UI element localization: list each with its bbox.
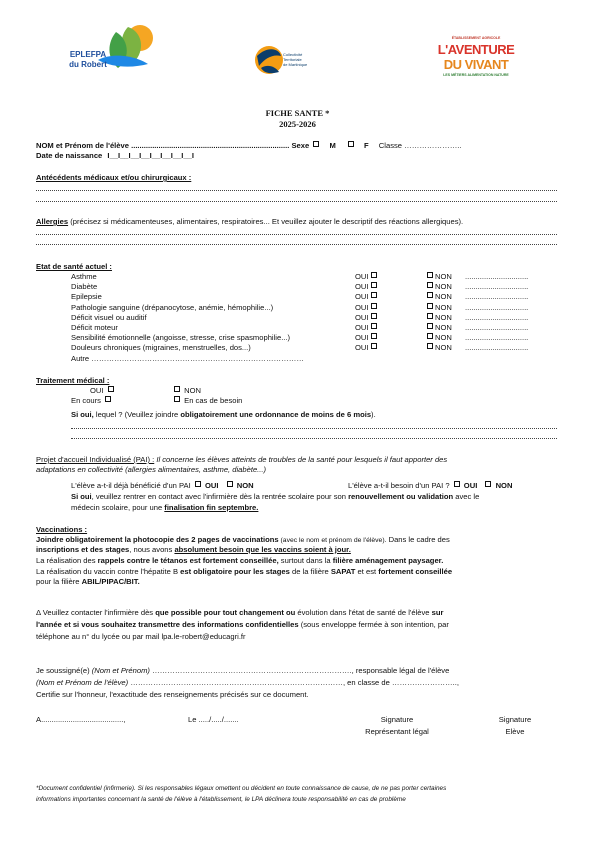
- allergies-line-2[interactable]: [36, 244, 557, 245]
- condition-row-4: [71, 313, 147, 322]
- allergies-line-1[interactable]: [36, 234, 557, 235]
- vacc-l2b: , nous avons: [129, 545, 175, 554]
- etat-heading: Etat de santé actuel :: [36, 262, 112, 271]
- signature-parent-sub: Représentant légal: [365, 727, 429, 736]
- school-year: 2025-2026: [279, 119, 316, 129]
- oui-checkbox[interactable]: [371, 272, 377, 278]
- traitement-non-checkbox[interactable]: [174, 386, 180, 392]
- si-oui-label: Si oui,: [71, 410, 94, 419]
- eplefpa-logo: [58, 22, 158, 92]
- condition-detail-2: [465, 292, 528, 301]
- logo-text-2: du Robert: [69, 60, 107, 69]
- pai-q2-oui: OUI: [463, 481, 478, 490]
- condition-oui-7: [355, 343, 379, 352]
- pai-s1b: renouvellement ou validation: [348, 492, 454, 501]
- condition-oui-5: [355, 323, 379, 332]
- contact-l1a: Δ Veuillez contacter l'infirmière dès: [36, 608, 156, 617]
- condition-detail-field[interactable]: ..............................: [465, 333, 529, 342]
- pai-q2: [348, 481, 512, 490]
- vacc-l4c: de la filière: [289, 567, 331, 576]
- condition-row-7: [71, 343, 251, 352]
- oui-checkbox[interactable]: [371, 333, 377, 339]
- besoin-checkbox[interactable]: [174, 396, 180, 402]
- dob-label: Date de naissance: [36, 151, 103, 160]
- non-label: NON: [435, 303, 452, 312]
- condition-oui-1: [355, 282, 379, 291]
- non-checkbox[interactable]: [427, 343, 433, 349]
- condition-detail-field[interactable]: ..............................: [465, 323, 529, 332]
- sexe-m-checkbox[interactable]: [313, 141, 319, 147]
- vacc-line-3: [36, 556, 443, 565]
- pai-si-oui-1: [71, 492, 479, 501]
- contact-l2b: (sous enveloppe fermée à son intention, par: [298, 620, 449, 629]
- condition-row-2: [71, 292, 102, 301]
- traitement-non: [172, 386, 201, 395]
- vacc-l1a: Joindre obligatoirement la photocopie des 2 pages de vaccinations: [36, 535, 279, 544]
- oui-label: OUI: [355, 292, 369, 301]
- vacc-line-4: [36, 567, 452, 576]
- middle-logo-text-3: de Martinique: [283, 62, 308, 67]
- condition-detail-field[interactable]: ..............................: [465, 282, 529, 291]
- vacc-l4f: fortement conseillée: [378, 567, 453, 576]
- condition-non-4: [425, 313, 452, 322]
- condition-row-1: [71, 282, 97, 291]
- condition-detail-7: [465, 343, 528, 352]
- condition-detail-5: [465, 323, 528, 332]
- aventure-vivant-logo: [424, 36, 528, 82]
- condition-row-6: [71, 333, 290, 342]
- condition-label: Diabète: [71, 282, 98, 291]
- autre-line: [71, 354, 304, 363]
- traitement-besoin: [172, 396, 242, 405]
- vacc-l2c: absolument besoin que les vaccins soient à jour.: [174, 545, 351, 554]
- logo-text-1: EPLEFPA: [69, 50, 107, 59]
- condition-oui-0: [355, 272, 379, 281]
- condition-non-1: [425, 282, 452, 291]
- middle-logo-text-1: Collectivité: [283, 52, 303, 57]
- signature-parent-label: Signature: [380, 715, 414, 724]
- pai-q1: [71, 481, 254, 490]
- oui-label: OUI: [355, 282, 369, 291]
- contact-l1b: que possible pour tout changement ou: [155, 608, 296, 617]
- contact-line-2: [36, 620, 449, 629]
- form-title: FICHE SANTE *: [265, 108, 330, 118]
- traitement-heading: Traitement médical :: [36, 376, 110, 385]
- signature-student-sub: Elève: [505, 727, 525, 736]
- traitement-text-1: lequel ? (Veuillez joindre: [93, 410, 181, 419]
- antecedents-heading: Antécédents médicaux et/ou chirurgicaux :: [36, 173, 192, 182]
- pai-q2-non: NON: [495, 481, 513, 490]
- condition-label: Epilepsie: [71, 292, 102, 301]
- vacc-line-2: [36, 545, 351, 554]
- classe-field[interactable]: …………………..: [404, 141, 462, 150]
- decl-l2a: (Nom et Prénom de l'élève): [36, 678, 129, 687]
- condition-detail-0: [465, 272, 528, 281]
- name-field[interactable]: ...........................................................................: [131, 141, 290, 150]
- pai-s1c: avec le: [453, 492, 480, 501]
- condition-label: Déficit moteur: [71, 323, 118, 332]
- oui-label: OUI: [355, 343, 369, 352]
- allergies-line: [36, 217, 463, 226]
- condition-label: Pathologie sanguine (drépanocytose, anémie, hémophilie...): [71, 303, 274, 312]
- condition-label: Déficit visuel ou auditif: [71, 313, 147, 322]
- traitement-line-2[interactable]: [71, 438, 557, 439]
- pai-text-1: Il concerne les élèves atteints de troubles de la santé pour lesquels il faut apporter des: [154, 455, 448, 464]
- oui-label: OUI: [355, 303, 369, 312]
- pai-q1-oui-checkbox[interactable]: [195, 481, 201, 487]
- footer-line-2: informations importantes concernant la santé de l'élève à l'établissement, le LPA déclinera toute responsabilité en cas de problème: [36, 796, 406, 803]
- vacc-l1c: Dans le cadre des: [386, 535, 450, 544]
- autre-label: Autre: [71, 354, 90, 363]
- pai-s2b: finalisation fin septembre.: [164, 503, 259, 512]
- pai-si-oui: Si oui: [71, 492, 92, 501]
- contact-line-3: téléphone au n° du lycée ou par mail lpa.le-robert@educagri.fr: [36, 632, 246, 641]
- traitement-en-cours: [71, 396, 113, 405]
- pai-line-1: [36, 455, 447, 464]
- dob-line: [36, 151, 194, 160]
- condition-row-0: [71, 272, 97, 281]
- vacc-l5a: pour la filière: [36, 577, 82, 586]
- declaration-line-2: [36, 678, 459, 687]
- oui-label: OUI: [355, 272, 369, 281]
- condition-detail-6: [465, 333, 528, 342]
- vacc-l3c: surtout dans la: [278, 556, 333, 565]
- vacc-l4e: et est: [355, 567, 379, 576]
- oui-label: OUI: [355, 333, 369, 342]
- collectivite-logo: [253, 38, 323, 82]
- condition-non-5: [425, 323, 452, 332]
- non-checkbox[interactable]: [427, 313, 433, 319]
- pai-q2-oui-checkbox[interactable]: [454, 481, 460, 487]
- pai-q1-oui: OUI: [204, 481, 219, 490]
- bird-emblem-icon: [253, 38, 283, 82]
- pai-q1-label: L'élève a-t-il déjà bénéficié d'un PAI: [71, 481, 191, 490]
- non-label: NON: [435, 323, 452, 332]
- pai-text-2: adaptations en collectivité (allergies alimentaires, asthme, diabète...): [36, 465, 267, 474]
- pai-si-oui-2: [71, 503, 258, 512]
- pai-s1: , veuillez rentrer en contact avec l'infirmière dès la rentrée scolaire pour son: [91, 492, 349, 501]
- pai-q2-non-checkbox[interactable]: [485, 481, 491, 487]
- non-checkbox[interactable]: [427, 292, 433, 298]
- traitement-oui: [90, 386, 116, 395]
- traitement-oui-label: OUI: [90, 386, 104, 395]
- vacc-l4b: est obligatoire pour les stages: [180, 567, 290, 576]
- declaration-line-1: [36, 666, 449, 675]
- traitement-text-2: ).: [371, 410, 376, 419]
- condition-label: Asthme: [71, 272, 97, 281]
- en-cours-checkbox[interactable]: [105, 396, 111, 402]
- identity-line: [36, 141, 462, 150]
- condition-non-0: [425, 272, 452, 281]
- vacc-l4a: La réalisation du vaccin contre l'hépatite B: [36, 567, 181, 576]
- antecedents-line-2[interactable]: [36, 201, 557, 202]
- autre-field[interactable]: …………………………………………………………………………: [91, 354, 304, 363]
- pai-q1-non-checkbox[interactable]: [227, 481, 233, 487]
- antecedents-line-1[interactable]: [36, 190, 557, 191]
- traitement-oui-checkbox[interactable]: [108, 386, 114, 392]
- decl-l2b[interactable]: …………………………………………………………………………, en classe de ……………………..,: [128, 678, 459, 687]
- condition-non-2: [425, 292, 452, 301]
- footer-line-1: *Document confidentiel (infirmerie). Si les responsables légaux omettent ou décident en toute connaissance de cause, de ne pas porter certaines: [36, 785, 447, 792]
- contact-l2a: l'année et si vous souhaitez transmettre des informations confidentielles: [36, 620, 299, 629]
- vaccinations-heading: Vaccinations :: [36, 525, 88, 534]
- dob-field[interactable]: I__I__I__I__I__I__I__I__I: [107, 151, 194, 160]
- vacc-l4d: SAPAT: [330, 567, 356, 576]
- condition-non-3: [425, 303, 452, 312]
- middle-logo-text-2: Territoriale: [283, 57, 302, 62]
- contact-l1c: évolution dans l'état de santé de l'élève: [295, 608, 432, 617]
- condition-detail-field[interactable]: ..............................: [465, 343, 529, 352]
- condition-oui-2: [355, 292, 379, 301]
- pai-q2-label: L'élève a-t-il besoin d'un PAI ?: [348, 481, 450, 490]
- vacc-l3a: La réalisation des: [36, 556, 98, 565]
- vacc-l3d: filière aménagement paysager.: [332, 556, 444, 565]
- allergies-text: (précisez si médicamenteuses, alimentaires, respiratoires... Et veuillez ajouter le descriptif des réactions allergiques).: [68, 217, 464, 226]
- non-label: NON: [435, 292, 452, 301]
- condition-oui-6: [355, 333, 379, 342]
- oui-label: OUI: [355, 323, 369, 332]
- traitement-si-oui: [71, 410, 376, 419]
- pai-heading: Projet d'accueil Individualisé (PAI) :: [36, 455, 155, 464]
- non-checkbox[interactable]: [427, 333, 433, 339]
- contact-l1d: sur: [431, 608, 444, 617]
- traitement-line-1[interactable]: [71, 428, 557, 429]
- vacc-l2a: inscriptions et des stages: [36, 545, 130, 554]
- condition-detail-field[interactable]: ..............................: [465, 303, 529, 312]
- traitement-bold: obligatoirement une ordonnance de moins de 6 mois: [180, 410, 372, 419]
- condition-non-6: [425, 333, 452, 342]
- non-label: NON: [435, 313, 452, 322]
- non-checkbox[interactable]: [427, 303, 433, 309]
- vacc-l3b: rappels contre le tétanos est fortement conseillée,: [97, 556, 279, 565]
- date-field[interactable]: Le ...../...../.......: [188, 715, 239, 724]
- condition-detail-4: [465, 313, 528, 322]
- condition-oui-3: [355, 303, 379, 312]
- condition-detail-field[interactable]: ..............................: [465, 313, 529, 322]
- traitement-non-label: NON: [184, 386, 201, 395]
- right-logo-top: ÉTABLISSEMENT AGRICOLE: [451, 36, 501, 40]
- classe-label: Classe: [378, 141, 403, 150]
- oui-checkbox[interactable]: [371, 323, 377, 329]
- pai-s2: médecin scolaire, pour une: [71, 503, 165, 512]
- condition-non-7: [425, 343, 452, 352]
- oui-checkbox[interactable]: [371, 343, 377, 349]
- non-checkbox[interactable]: [427, 323, 433, 329]
- non-label: NON: [435, 333, 452, 342]
- condition-detail-1: [465, 282, 528, 291]
- condition-oui-4: [355, 313, 379, 322]
- declaration-line-3: Certifie sur l'honneur, l'exactitude des renseignements précisés sur ce document.: [36, 690, 309, 699]
- decl-l1c[interactable]: ……………………………………………………………………., responsable légal de l'élève: [149, 666, 450, 675]
- name-label: NOM et Prénom de l'élève: [36, 141, 129, 150]
- decl-l1a: Je soussigné(e): [36, 666, 92, 675]
- non-label: NON: [435, 272, 452, 281]
- oui-checkbox[interactable]: [371, 313, 377, 319]
- non-checkbox[interactable]: [427, 272, 433, 278]
- condition-row-3: [71, 303, 273, 312]
- vacc-l5b: ABIL/PIPAC/BIT.: [81, 577, 140, 586]
- contact-line-1: [36, 608, 443, 617]
- oui-label: OUI: [355, 313, 369, 322]
- non-label: NON: [435, 343, 452, 352]
- vacc-line-5: [36, 577, 140, 586]
- place-field[interactable]: A.......................................,: [36, 715, 126, 724]
- allergies-heading: Allergies: [36, 217, 69, 226]
- decl-l1b: (Nom et Prénom): [91, 666, 150, 675]
- condition-row-5: [71, 323, 118, 332]
- condition-label: Douleurs chroniques (migraines, menstruelles, dos...): [71, 343, 251, 352]
- condition-detail-field[interactable]: ..............................: [465, 272, 529, 281]
- condition-label: Sensibilité émotionnelle (angoisse, stresse, crise spasmophilie...): [71, 333, 291, 342]
- sexe-f-label: F: [364, 141, 369, 150]
- besoin-label: En cas de besoin: [184, 396, 243, 405]
- en-cours-label: En cours: [71, 396, 101, 405]
- oui-checkbox[interactable]: [371, 282, 377, 288]
- condition-detail-3: [465, 303, 528, 312]
- sexe-m-label: M: [329, 141, 336, 150]
- right-logo-line1: L'AVENTURE: [437, 42, 515, 57]
- pai-q1-non: NON: [236, 481, 254, 490]
- non-checkbox[interactable]: [427, 282, 433, 288]
- sexe-label: Sexe: [291, 141, 310, 150]
- right-logo-line2: DU VIVANT: [443, 57, 509, 72]
- vacc-l1b: (avec le nom et prénom de l'élève).: [278, 537, 387, 544]
- non-label: NON: [435, 282, 452, 291]
- right-logo-bottom: LES MÉTIERS ALIMENTATION NATURE: [443, 73, 509, 77]
- sexe-f-checkbox[interactable]: [348, 141, 354, 147]
- oui-checkbox[interactable]: [371, 292, 377, 298]
- condition-detail-field[interactable]: ..............................: [465, 292, 529, 301]
- oui-checkbox[interactable]: [371, 303, 377, 309]
- signature-student-label: Signature: [498, 715, 532, 724]
- vacc-line-1: [36, 535, 450, 544]
